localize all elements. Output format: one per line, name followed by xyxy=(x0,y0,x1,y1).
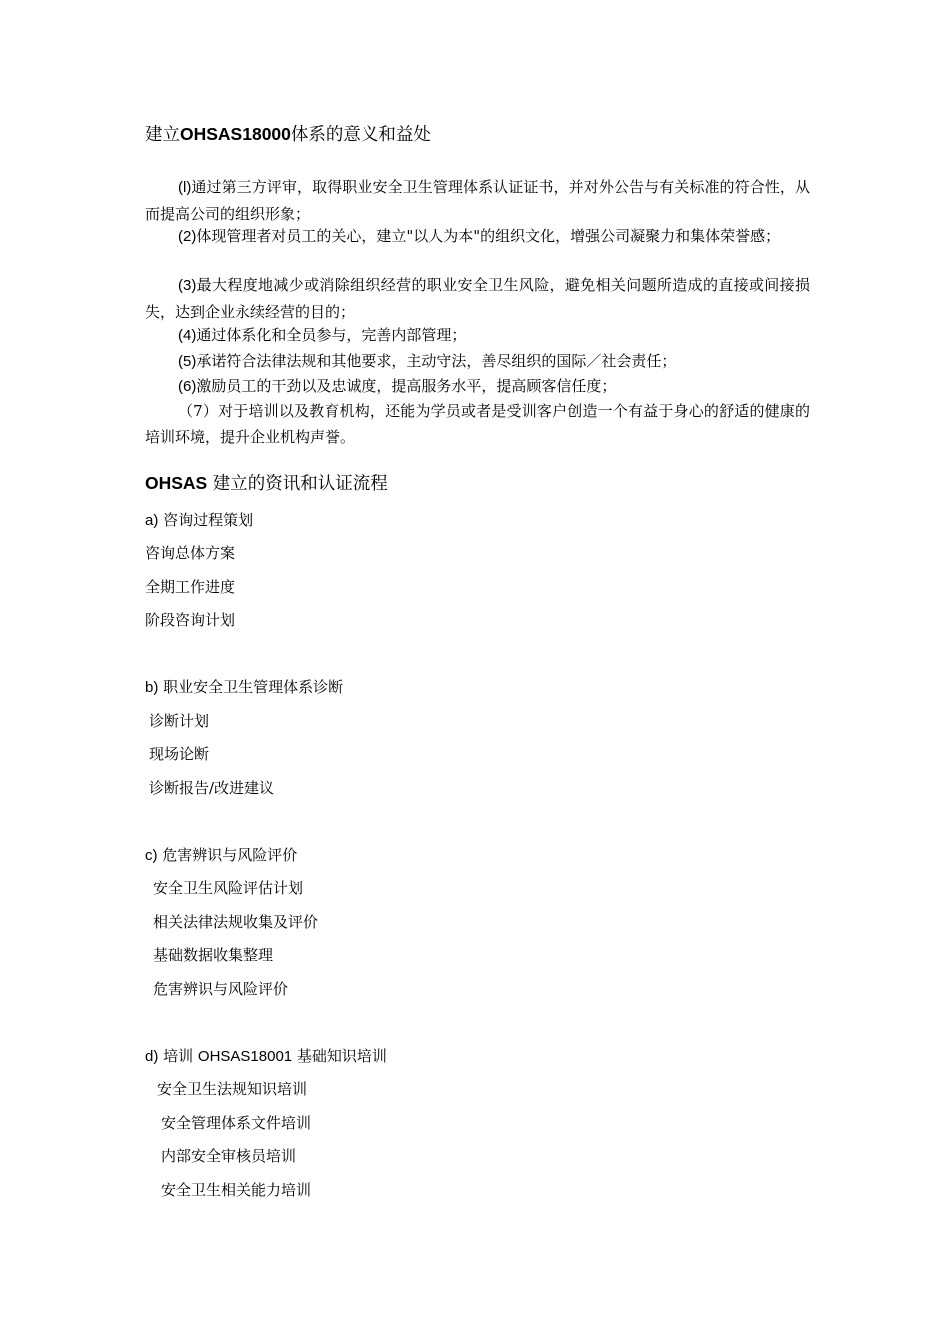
benefit-num: (3) xyxy=(178,277,197,294)
group-label: b) xyxy=(145,679,159,696)
group-heading-code: OHSAS18001 xyxy=(197,1048,293,1065)
group-heading-text: 职业安全卫生管理体系诊断 xyxy=(163,678,344,696)
group-heading-text: 基础知识培训 xyxy=(292,1047,387,1065)
benefit-text: 体现管理者对员工的关心，建立"以人为本"的组织文化，增强公司凝聚力和集体荣誉感； xyxy=(196,227,781,245)
benefit-num: (l) xyxy=(178,179,192,196)
list-item: 诊断计划 xyxy=(149,712,210,730)
list-item: 安全卫生风险评估计划 xyxy=(153,879,304,897)
benefit-num: (6) xyxy=(178,378,197,395)
list-item: 安全卫生法规知识培训 xyxy=(157,1080,308,1098)
benefit-item-7 xyxy=(145,398,810,450)
section2-title-bold: OHSAS xyxy=(145,473,208,493)
group-label: a) xyxy=(145,512,159,529)
list-item: 现场论断 xyxy=(149,745,210,763)
list-item: 内部安全审核员培训 xyxy=(161,1147,297,1165)
list-item: 咨询总体方案 xyxy=(145,544,236,562)
list-item: 诊断报告/改进建议 xyxy=(149,779,275,797)
benefit-item-3 xyxy=(145,272,810,325)
section1-title-post: 体系的意义和益处 xyxy=(290,125,431,145)
group-a-heading xyxy=(145,509,253,532)
list-item: 基础数据收集整理 xyxy=(153,946,274,964)
benefit-item-1 xyxy=(145,174,810,227)
benefit-num: (5) xyxy=(178,353,197,370)
list-item: 全期工作进度 xyxy=(145,578,236,596)
benefit-text: 通过体系化和全员参与，完善内部管理； xyxy=(196,326,467,344)
section2-title xyxy=(145,471,388,496)
benefit-num: (4) xyxy=(178,327,197,344)
benefit-item-4 xyxy=(145,322,810,349)
benefit-text: 最大程度地减少或消除组织经营的职业安全卫生风险，避免相关问题所造成的直接或间接损失，达到企业永续经营的目的； xyxy=(145,276,810,321)
benefit-text: 承诺符合法律法规和其他要求，主动守法，善尽组织的国际／社会责任； xyxy=(196,352,677,370)
benefit-text: 通过第三方评审，取得职业安全卫生管理体系认证证书，并对外公告与有关标准的符合性，从而提高公司的组织形象； xyxy=(145,178,810,223)
benefit-num: (2) xyxy=(178,228,197,245)
list-item: 危害辨识与风险评价 xyxy=(153,980,289,998)
benefit-item-2 xyxy=(145,223,810,250)
section1-title-pre: 建立 xyxy=(145,125,180,145)
list-item: 阶段咨询计划 xyxy=(145,611,236,629)
benefit-item-5 xyxy=(145,348,810,375)
benefit-text: 对于培训以及教育机构，还能为学员或者是受训客户创造一个有益于身心的舒适的健康的培训环境，提升企业机构声誉。 xyxy=(145,402,810,446)
benefit-num: （7） xyxy=(178,402,219,420)
group-d-heading xyxy=(145,1045,387,1068)
benefit-text: 激励员工的干劲以及忠诚度，提高服务水平，提高顾客信任度； xyxy=(196,377,617,395)
section1-title xyxy=(145,122,431,147)
list-item: 安全卫生相关能力培训 xyxy=(161,1181,312,1199)
section1-title-bold: OHSAS18000 xyxy=(180,124,291,144)
group-b-heading xyxy=(145,676,343,699)
benefit-item-6 xyxy=(145,373,810,400)
section2-title-post: 建立的资讯和认证流程 xyxy=(207,474,388,494)
group-heading-text: 培训 xyxy=(163,1047,198,1065)
group-heading-text: 咨询过程策划 xyxy=(163,511,254,529)
list-item: 安全管理体系文件培训 xyxy=(161,1114,312,1132)
group-c-heading xyxy=(145,844,297,867)
list-item: 相关法律法规收集及评价 xyxy=(153,913,319,931)
group-label: c) xyxy=(145,847,158,864)
group-label: d) xyxy=(145,1048,159,1065)
group-heading-text: 危害辨识与风险评价 xyxy=(162,846,298,864)
